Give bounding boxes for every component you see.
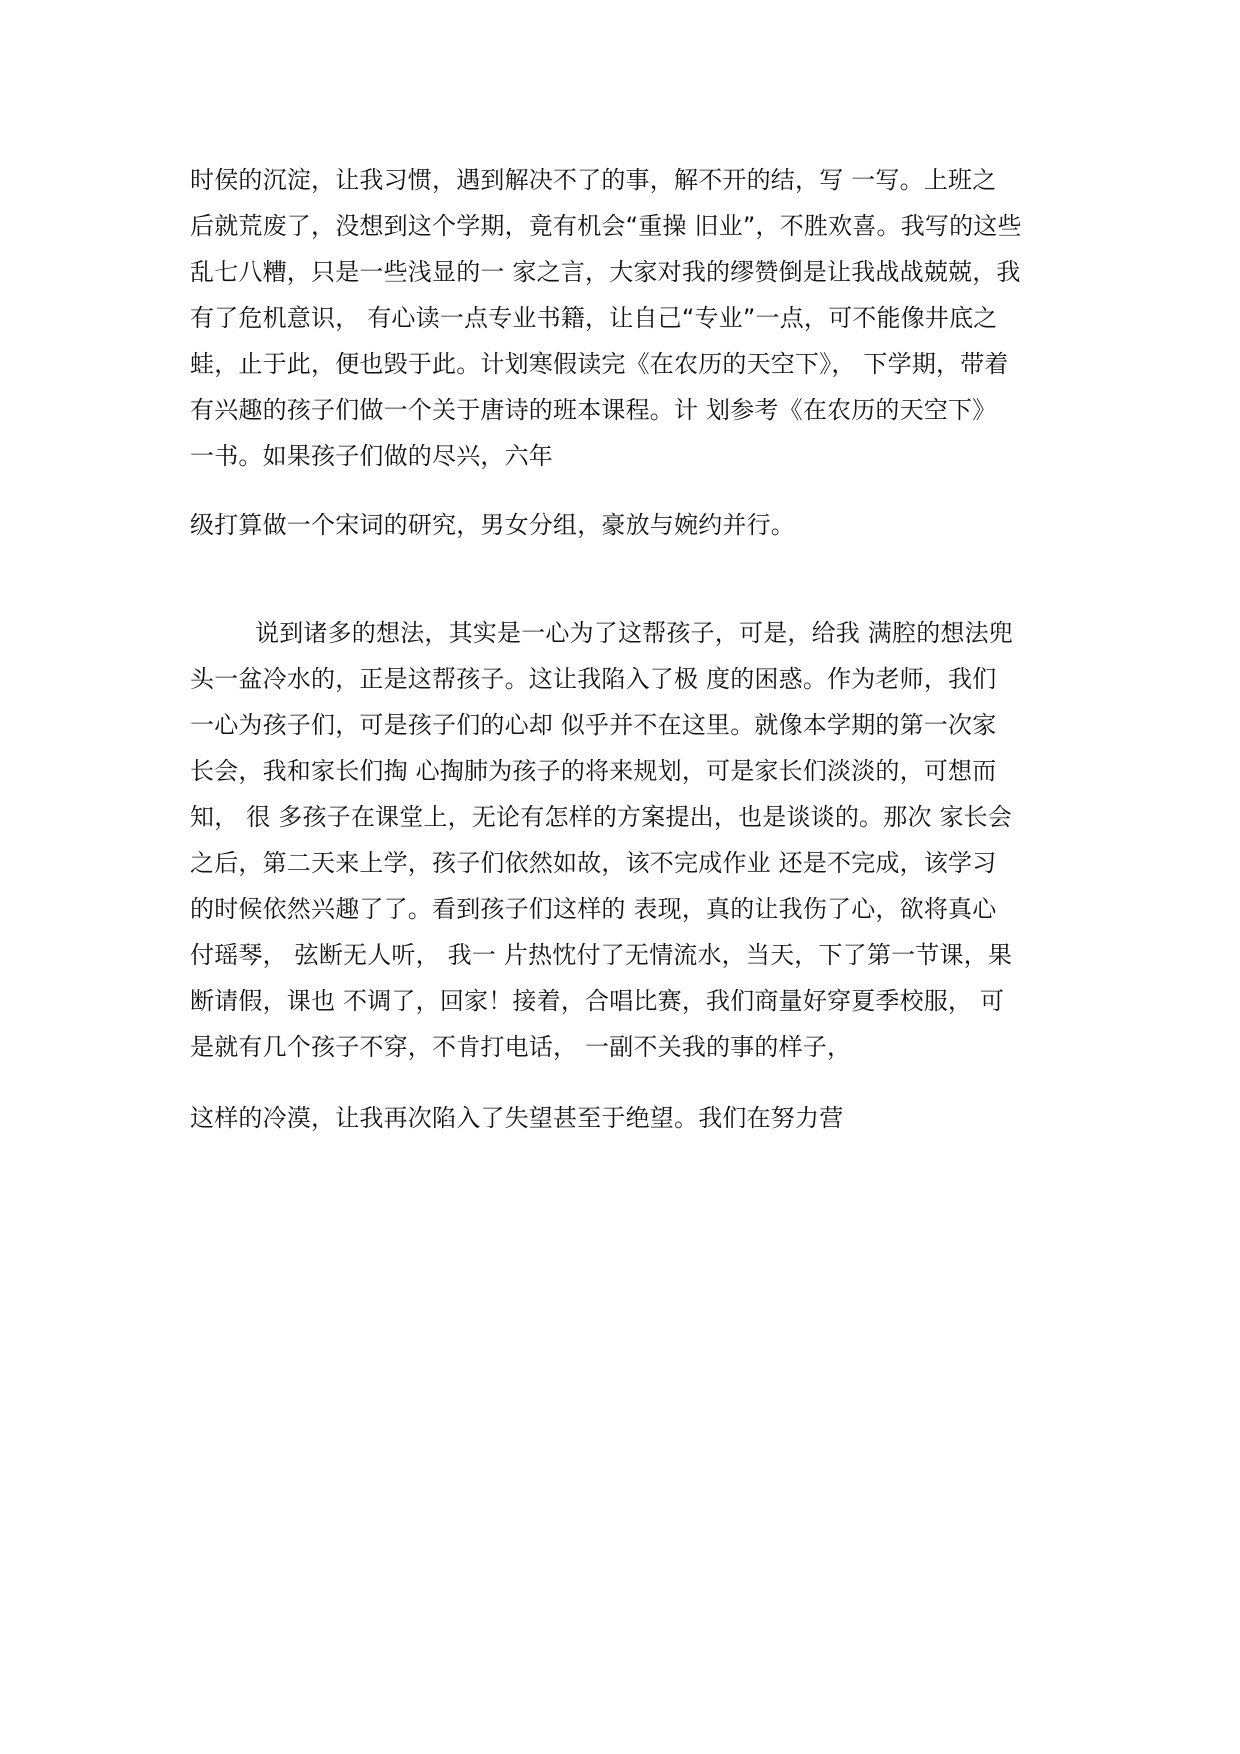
paragraph-2-line-9: 断请假，课也 不调了，回家！接着，合唱比赛，我们商量好穿夏季校服， 可 — [190, 987, 1005, 1015]
paragraph-1-line-7: 一书。如果孩子们做的尽兴，六年 — [190, 442, 553, 470]
paragraph-1-line-4: 有了危机意识， 有心读一点专业书籍，让自己“专业”一点，可不能像井底之 — [190, 304, 998, 332]
paragraph-2-line-4: 长会，我和家长们掏 心掏肺为孩子的将来规划，可是家长们淡淡的，可想而 — [190, 757, 997, 785]
paragraph-2-tail: 这样的冷漠，让我再次陷入了失望甚至于绝望。我们在努力营 — [190, 1104, 844, 1132]
paragraph-1-line-3: 乱七八糟，只是一些浅显的一 家之言，大家对我的缪赞倒是让我战战兢兢，我 — [190, 258, 1021, 286]
paragraph-2-line-1: 说到诸多的想法，其实是一心为了这帮孩子，可是，给我 满腔的想法兜 — [255, 619, 1014, 647]
paragraph-1-line-2: 后就荒废了，没想到这个学期，竟有机会“重操 旧业”，不胜欢喜。我写的这些 — [190, 212, 1022, 240]
paragraph-2-line-2: 头一盆冷水的，正是这帮孩子。这让我陷入了极 度的困惑。作为老师，我们 — [190, 665, 997, 693]
paragraph-2-line-8: 付瑶琴， 弦断无人听， 我一 片热忱付了无情流水，当天，下了第一节课，果 — [190, 941, 1013, 969]
paragraph-2-line-10: 是就有几个孩子不穿，不肯打电话， 一副不关我的事的样子， — [190, 1033, 852, 1061]
paragraph-2-line-7: 的时候依然兴趣了了。看到孩子们这样的 表现，真的让我伤了心，欲将真心 — [190, 895, 997, 923]
paragraph-2-line-3: 一心为孩子们，可是孩子们的心却 似乎并不在这里。就像本学期的第一次家 — [190, 711, 997, 739]
paragraph-1-tail: 级打算做一个宋词的研究，男女分组，豪放与婉约并行。 — [190, 511, 795, 539]
paragraph-2-line-6: 之后，第二天来上学，孩子们依然如故，该不完成作业 还是不完成，该学习 — [190, 849, 997, 877]
paragraph-2-line-5: 知， 很 多孩子在课堂上，无论有怎样的方案提出，也是谈谈的。那次 家长会 — [190, 803, 1013, 831]
paragraph-1-line-5: 蛙，止于此，便也毁于此。计划寒假读完《在农历的天空下》， 下学期，带着 — [190, 350, 1009, 378]
paragraph-1-line-1: 时侯的沉淀，让我习惯，遇到解决不了的事，解不开的结，写 一写。上班之 — [190, 166, 997, 194]
paragraph-1-line-6: 有兴趣的孩子们做一个关于唐诗的班本课程。计 划参考《在农历的天空下》 — [190, 396, 997, 424]
